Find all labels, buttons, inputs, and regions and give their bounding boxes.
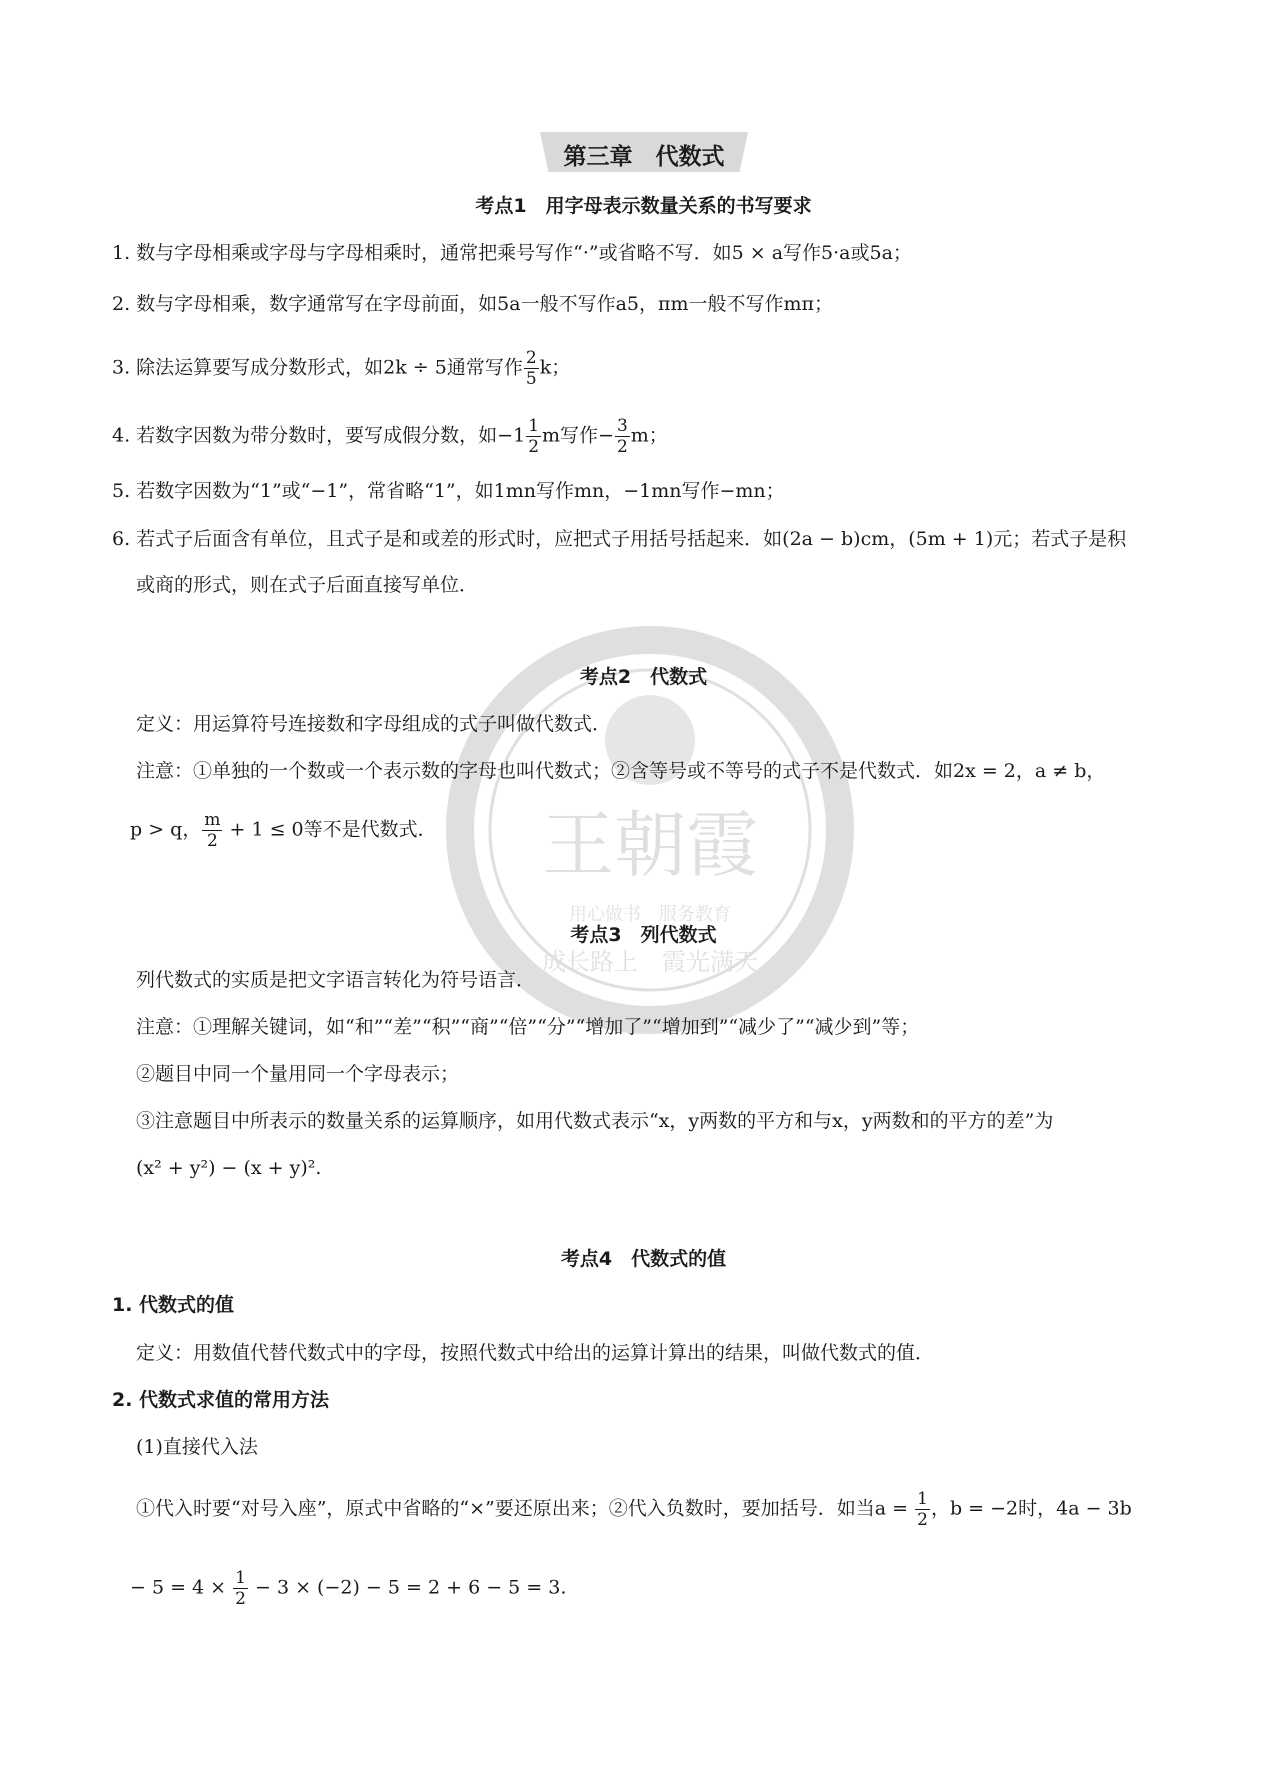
s2-note: 注意：①单独的一个数或一个表示数的字母也叫代数式；②含等号或不等号的式子不是代数式．如2x = 2，a ≠ b， (136, 760, 1106, 782)
section2-heading: 考点2 代数式 (579, 666, 708, 688)
s1-item-5: 5. 若数字因数为“1”或“−1”，常省略“1”，如1mn写作mn，−1mn写作−mn； (112, 480, 785, 502)
s3-line-1: 列代数式的实质是把文字语言转化为符号语言． (136, 969, 536, 991)
s1-item-6: 6. 若式子后面含有单位，且式子是和或差的形式时，应把式子用括号括起来．如(2a − b)cm，(5m + 1)元；若式子是积 (112, 528, 1127, 550)
s4-method1: (1)直接代入法 (136, 1436, 258, 1458)
fraction: $\frac{3}{2}$ (616, 416, 628, 457)
s3-line-4: ③注意题目中所表示的数量关系的运算顺序，如用代数式表示“x，y两数的平方和与x，y两数和的平方的差”为 (136, 1110, 1054, 1132)
fraction: $\frac{1}{2}$ (235, 1568, 246, 1609)
watermark-brand: 王朝霞 (541, 803, 759, 887)
s4-definition: 定义：用数值代替代数式中的字母，按照代数式中给出的运算计算出的结果，叫做代数式的值． (136, 1342, 935, 1364)
watermark-slogan1: 用心做书 服务教育 (569, 904, 731, 925)
s4-example-1: ①代入时要“对号入座”，原式中省略的“×”要还原出来；②代入负数时，要加括号．如当a = $\frac{1}{2}$ ，b = −2时，4a − 3b (136, 1489, 1132, 1530)
s3-line-2: 注意：①理解关键词，如“和”“差”“积”“商”“倍”“分”“增加了”“增加到”“减少了”“减少到”等； (136, 1016, 920, 1038)
fraction: $\frac{1}{2}$ (917, 1489, 928, 1530)
s1-item-2: 2. 数与字母相乘，数字通常写在字母前面，如5a一般不写作a5，πm一般不写作mπ； (112, 293, 834, 315)
fraction: $\frac{2}{5}$ (525, 348, 537, 389)
fraction: $\frac{m}{2}$ (204, 810, 221, 851)
s2-definition: 定义：用运算符号连接数和字母组成的式子叫做代数式． (136, 713, 612, 735)
chapter-title: 第三章 代数式 (563, 144, 725, 170)
s4-sub1: 1. 代数式的值 (112, 1294, 235, 1316)
section4-heading: 考点4 代数式的值 (560, 1248, 727, 1270)
s1-item-3: 3. 除法运算要写成分数形式，如2k ÷ 5通常写作 $\frac{2}{5}$ k； (112, 348, 571, 389)
s2-note-cont: p > q， $\frac{m}{2}$ + 1 ≤ 0等不是代数式． (130, 810, 437, 851)
s4-sub2: 2. 代数式求值的常用方法 (112, 1389, 330, 1411)
section1-heading: 考点1 用字母表示数量关系的书写要求 (475, 195, 812, 217)
s3-line-5: (x² + y²) − (x + y)². (136, 1157, 322, 1179)
s1-item-1: 1. 数与字母相乘或字母与字母相乘时，通常把乘号写作“·”或省略不写．如5 × a写作5·a或5a； (112, 242, 912, 264)
watermark-slogan2: 成长路上 霞光满天 (542, 948, 758, 976)
fraction: $\frac{1}{2}$ (528, 416, 540, 457)
s1-item-6-cont: 或商的形式，则在式子后面直接写单位． (136, 574, 479, 596)
section3-heading: 考点3 列代数式 (570, 924, 717, 946)
s3-line-3: ②题目中同一个量用同一个字母表示； (136, 1063, 460, 1085)
s4-example-2: − 5 = 4 × $\frac{1}{2}$ − 3 × (−2) − 5 = 2 + 6 − 5 = 3. (130, 1568, 567, 1609)
s1-item-4: 4. 若数字因数为带分数时，要写成假分数，如−1 $\frac{1}{2}$ m写作− $\frac{3}{2}$ m； (112, 416, 668, 457)
